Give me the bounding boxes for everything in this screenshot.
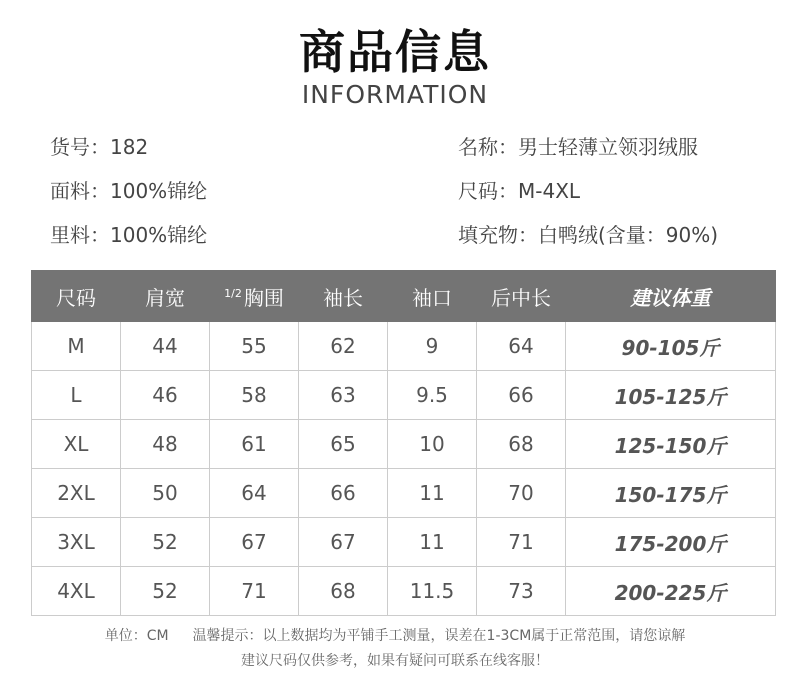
cell-chest: 58 [210, 371, 299, 420]
table-row [32, 371, 776, 420]
cell-cuff: 10 [388, 420, 477, 469]
table-header-row [32, 271, 776, 322]
item-number: 货号：182 [50, 135, 149, 159]
cell-weight: 150-175斤 [566, 469, 776, 518]
header-chest [210, 271, 299, 322]
cell-sleeve: 63 [299, 371, 388, 420]
header-sleeve: 袖长 [299, 271, 388, 322]
filling-material: 填充物：白鸭绒(含量：90%) [458, 223, 719, 247]
cell-back-length: 73 [477, 567, 566, 616]
product-name: 名称：男士轻薄立领羽绒服 [458, 135, 698, 159]
lining-material: 里料：100%锦纶 [50, 223, 208, 247]
header-cuff: 袖口 [388, 271, 477, 322]
cell-size: L [32, 371, 121, 420]
header-chest-prefix: 1/2 [224, 286, 242, 300]
table-row [32, 567, 776, 616]
size-table [31, 270, 776, 616]
cell-size: M [32, 322, 121, 371]
cell-shoulder: 50 [121, 469, 210, 518]
cell-weight: 200-225斤 [566, 567, 776, 616]
cell-size: XL [32, 420, 121, 469]
cell-back-length: 70 [477, 469, 566, 518]
cell-back-length: 66 [477, 371, 566, 420]
cell-back-length: 71 [477, 518, 566, 567]
page-title: 商品信息 [299, 25, 491, 79]
cell-chest: 64 [210, 469, 299, 518]
cell-shoulder: 48 [121, 420, 210, 469]
shell-material: 面料：100%锦纶 [50, 179, 208, 203]
cell-sleeve: 68 [299, 567, 388, 616]
table-row [32, 420, 776, 469]
header-chest-label: 胸围 [243, 285, 284, 310]
cell-size: 4XL [32, 567, 121, 616]
cell-cuff: 11 [388, 518, 477, 567]
cell-chest: 61 [210, 420, 299, 469]
page-subtitle: INFORMATION [301, 80, 489, 109]
cell-chest: 71 [210, 567, 299, 616]
cell-chest: 67 [210, 518, 299, 567]
table-row [32, 518, 776, 567]
header-size: 尺码 [32, 271, 121, 322]
cell-weight: 125-150斤 [566, 420, 776, 469]
cell-sleeve: 62 [299, 322, 388, 371]
cell-shoulder: 52 [121, 518, 210, 567]
unit-note: 单位：CM [104, 628, 169, 644]
tip-note: 温馨提示：以上数据均为平铺手工测量，误差在1-3CM属于正常范围，请您谅解 [192, 628, 686, 644]
cell-weight: 105-125斤 [566, 371, 776, 420]
header-shoulder: 肩宽 [121, 271, 210, 322]
cell-back-length: 68 [477, 420, 566, 469]
cell-sleeve: 65 [299, 420, 388, 469]
note-line-1 [0, 627, 790, 645]
header-back-length: 后中长 [477, 271, 566, 322]
table-row [32, 322, 776, 371]
note-line-2: 建议尺码仅供参考，如果有疑问可联系在线客服！ [241, 653, 549, 669]
cell-chest: 55 [210, 322, 299, 371]
cell-sleeve: 66 [299, 469, 388, 518]
table-row [32, 469, 776, 518]
cell-weight: 90-105斤 [566, 322, 776, 371]
cell-size: 2XL [32, 469, 121, 518]
cell-shoulder: 46 [121, 371, 210, 420]
cell-cuff: 11.5 [388, 567, 477, 616]
cell-back-length: 64 [477, 322, 566, 371]
cell-weight: 175-200斤 [566, 518, 776, 567]
cell-cuff: 9 [388, 322, 477, 371]
header-weight: 建议体重 [566, 271, 776, 322]
cell-sleeve: 67 [299, 518, 388, 567]
cell-shoulder: 44 [121, 322, 210, 371]
cell-size: 3XL [32, 518, 121, 567]
size-range: 尺码：M-4XL [458, 179, 581, 203]
cell-shoulder: 52 [121, 567, 210, 616]
cell-cuff: 9.5 [388, 371, 477, 420]
cell-cuff: 11 [388, 469, 477, 518]
